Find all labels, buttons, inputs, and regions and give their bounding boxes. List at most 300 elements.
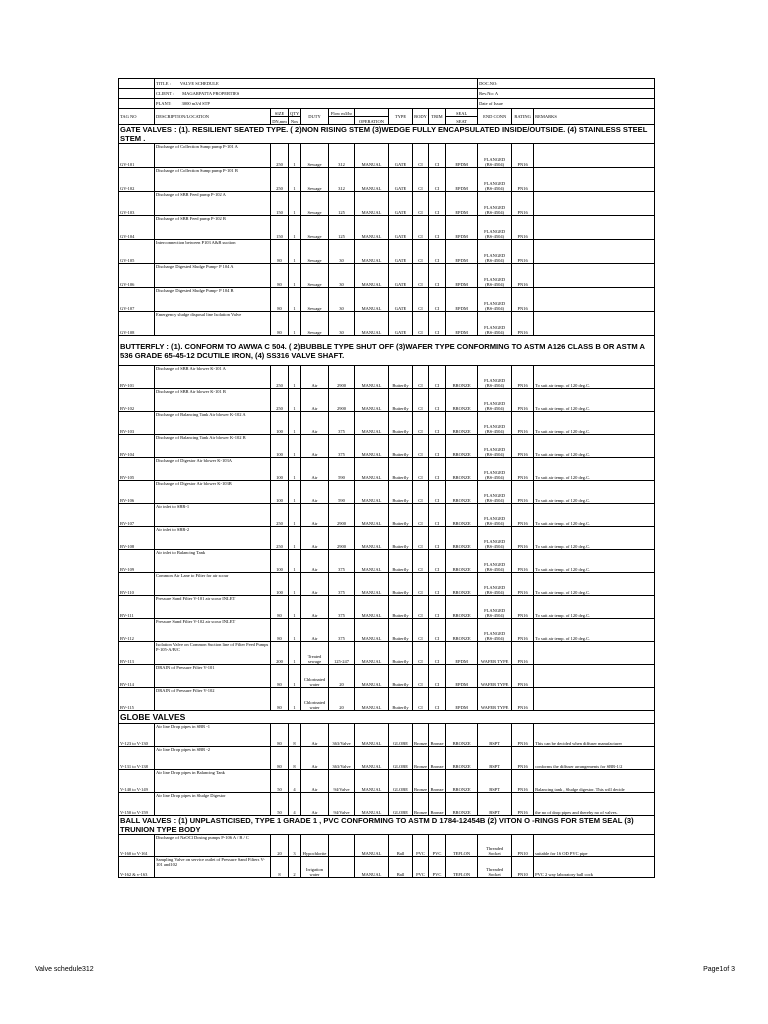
cell-type: Butterfly [389, 435, 413, 458]
cell-desc: Air line Drop pipes in Sludge Digestor [155, 793, 271, 816]
cell-trim: CI [429, 481, 446, 504]
cell-remarks [534, 288, 655, 312]
cell-body: CI [413, 619, 429, 642]
cell-flow: 2900 [329, 527, 355, 550]
cell-end-conn-line1: FLANGED [484, 493, 506, 498]
cell-type: Ball [389, 835, 413, 857]
cell-type: Butterfly [389, 458, 413, 481]
cell-end-conn-line1: FLANGED [484, 562, 506, 567]
cell-end-conn [478, 550, 512, 573]
cell-flow: 94/Valve [329, 793, 355, 816]
cell-flow [329, 835, 355, 857]
cell-seal: BRONZE [446, 747, 478, 770]
cell-op: MANUAL [355, 144, 389, 168]
header-client-row [119, 89, 655, 99]
cell-body: CI [413, 481, 429, 504]
doc-number: DOC.NO: [478, 79, 655, 89]
col-seat-header: SEAT [446, 117, 478, 125]
table-row [119, 192, 655, 216]
cell-desc: Isolation Valve on Common Suction line of Filter Feed Pumps P-105-A/B/C [155, 642, 271, 665]
cell-size: 100 [271, 481, 289, 504]
cell-remarks: To suit air temp. of 120 deg.C. [534, 481, 655, 504]
cell-end-conn [478, 527, 512, 550]
cell-body: CI [413, 412, 429, 435]
cell-end-conn-line2: (BS-4504) [485, 186, 505, 191]
cell-body: CI [413, 366, 429, 389]
cell-body: PVC [413, 857, 429, 878]
cell-op: MANUAL [355, 642, 389, 665]
cell-end-conn-line1: FLANGED [484, 157, 506, 162]
cell-seal: EPDM [446, 240, 478, 264]
cell-body: CI [413, 458, 429, 481]
cell-body: CI [413, 288, 429, 312]
cell-remarks: Balancing tank , Sludge digestor. This will decide [534, 770, 655, 793]
cell-trim: PVC [429, 835, 446, 857]
cell-duty: Air [301, 793, 329, 816]
cell-remarks: suitable for 16 OD PVC pipe [534, 835, 655, 857]
cell-type: GATE [389, 312, 413, 336]
cell-type: GLOBE [389, 793, 413, 816]
cell-seal: EPDM [446, 192, 478, 216]
cell-desc: Discharge of Digestor Air blower K-103A [155, 458, 271, 481]
cell-end-conn [478, 793, 512, 816]
cell-trim: CI [429, 550, 446, 573]
cell-rating: PN10 [512, 857, 534, 878]
cell-trim: CI [429, 312, 446, 336]
cell-rating: PN16 [512, 389, 534, 412]
cell-rating: PN16 [512, 642, 534, 665]
table-row [119, 688, 655, 711]
table-row [119, 412, 655, 435]
cell-desc: Air line Drop pipes in SBR -1 [155, 724, 271, 747]
cell-duty: Air [301, 596, 329, 619]
table-row [119, 312, 655, 336]
table-row [119, 366, 655, 389]
cell-end-conn-line1: FLANGED [484, 539, 506, 544]
cell-tag: BV-106 [119, 481, 155, 504]
cell-rating: PN16 [512, 665, 534, 688]
cell-body: Bronze [413, 724, 429, 747]
cell-seal: TEFLON [446, 857, 478, 878]
cell-rating: PN16 [512, 747, 534, 770]
cell-end-conn-line2: BSPT [489, 764, 501, 769]
cell-remarks: To suit air temp. of 120 deg.C. [534, 458, 655, 481]
cell-rating: PN16 [512, 312, 534, 336]
cell-tag: GV-102 [119, 168, 155, 192]
cell-size: 80 [271, 665, 289, 688]
cell-end-conn [478, 240, 512, 264]
cell-end-conn [478, 573, 512, 596]
table-row [119, 724, 655, 747]
cell-remarks: To suit air temp. of 120 deg.C. [534, 412, 655, 435]
cell-rating: PN16 [512, 481, 534, 504]
cell-seal: BRONZE [446, 435, 478, 458]
section-title: GLOBE VALVES [119, 711, 655, 724]
cell-end-conn-line1: FLANGED [484, 631, 506, 636]
cell-seal: BRONZE [446, 389, 478, 412]
cell-qty: 1 [289, 504, 301, 527]
cell-body: CI [413, 144, 429, 168]
cell-qty: 1 [289, 216, 301, 240]
cell-end-conn [478, 665, 512, 688]
cell-duty: Sewage [301, 192, 329, 216]
cell-trim: CI [429, 596, 446, 619]
cell-desc: Discharge of SBR Feed pump P-102 B [155, 216, 271, 240]
cell-end-conn-line1: FLANGED [484, 447, 506, 452]
cell-remarks: To suit air temp. of 120 deg.C. [534, 527, 655, 550]
cell-qty: 1 [289, 412, 301, 435]
doc-revision: Rev.No: A [478, 89, 655, 99]
cell-op: MANUAL [355, 504, 389, 527]
cell-desc: Discharge of SBR Air blower K-101 A [155, 366, 271, 389]
cell-qty: 8 [289, 747, 301, 770]
cell-desc: Common Air Lane to Filter for air scour [155, 573, 271, 596]
cell-remarks: To suit air temp. of 120 deg.C. [534, 366, 655, 389]
cell-size: 200 [271, 642, 289, 665]
cell-type: Ball [389, 857, 413, 878]
cell-remarks: To suit air temp. of 120 deg.C. [534, 504, 655, 527]
cell-type: Butterfly [389, 619, 413, 642]
cell-desc: Discharge of SBR Feed pump P-102 A [155, 192, 271, 216]
cell-desc: Air inlet to SBR-2 [155, 527, 271, 550]
cell-trim: Bronze [429, 724, 446, 747]
cell-duty: Air [301, 619, 329, 642]
cell-rating: PN16 [512, 366, 534, 389]
cell-op: MANUAL [355, 435, 389, 458]
cell-desc: Emergency sludge disposal line Isolation Valve [155, 312, 271, 336]
cell-remarks: conforms the diffuser arrangements for SBR-1/2 [534, 747, 655, 770]
cell-duty: Air [301, 550, 329, 573]
cell-trim: CI [429, 412, 446, 435]
cell-qty: 1 [289, 458, 301, 481]
cell-seal: BRONZE [446, 366, 478, 389]
cell-end-conn [478, 144, 512, 168]
cell-op: MANUAL [355, 550, 389, 573]
cell-trim: Bronze [429, 770, 446, 793]
cell-qty: 2 [289, 857, 301, 878]
cell-rating: PN16 [512, 573, 534, 596]
cell-op: MANUAL [355, 481, 389, 504]
cell-type: Butterfly [389, 573, 413, 596]
cell-duty: Air [301, 504, 329, 527]
section-header [119, 816, 655, 835]
cell-flow [329, 857, 355, 878]
cell-end-conn-line1: FLANGED [484, 608, 506, 613]
table-row [119, 264, 655, 288]
cell-size: 150 [271, 216, 289, 240]
cell-tag: V-160 to V-161 [119, 835, 155, 857]
cell-remarks [534, 665, 655, 688]
cell-end-conn-line1: FLANGED [484, 205, 506, 210]
cell-remarks [534, 312, 655, 336]
valve-schedule-table [118, 78, 655, 878]
cell-end-conn-line2: Socket [488, 851, 501, 856]
cell-remarks: To suit air temp. of 120 deg.C. [534, 389, 655, 412]
cell-trim: Bronze [429, 747, 446, 770]
cell-flow: 125 [329, 216, 355, 240]
cell-size: 20 [271, 835, 289, 857]
cell-duty: Air [301, 573, 329, 596]
cell-remarks: This can be decided when diffuser manufacturer [534, 724, 655, 747]
col-seal-header: SEAL [446, 109, 478, 117]
cell-qty: 1 [289, 144, 301, 168]
cell-flow: 30 [329, 288, 355, 312]
cell-size: 50 [271, 770, 289, 793]
cell-duty: Sewage [301, 168, 329, 192]
cell-end-conn-line2: (BS-4504) [485, 452, 505, 457]
cell-flow: 375 [329, 550, 355, 573]
cell-body: CI [413, 527, 429, 550]
cell-body: CI [413, 312, 429, 336]
cell-end-conn [478, 458, 512, 481]
cell-flow: 2900 [329, 504, 355, 527]
cell-duty: Irrigation water [301, 857, 329, 878]
cell-end-conn-line1: FLANGED [484, 277, 506, 282]
table-row [119, 435, 655, 458]
cell-flow: 375 [329, 573, 355, 596]
table-row [119, 216, 655, 240]
cell-type: Butterfly [389, 550, 413, 573]
cell-trim: CI [429, 665, 446, 688]
col-remarks-header: REMARKS [534, 109, 655, 125]
cell-end-conn-line2: (BS-4504) [485, 544, 505, 549]
cell-seal: BRONZE [446, 770, 478, 793]
cell-duty: Air [301, 527, 329, 550]
table-row [119, 288, 655, 312]
cell-qty: 3 [289, 835, 301, 857]
cell-tag: GV-106 [119, 264, 155, 288]
header-title-row [119, 79, 655, 89]
cell-op: MANUAL [355, 458, 389, 481]
cell-tag: BV-108 [119, 527, 155, 550]
cell-rating: PN16 [512, 770, 534, 793]
cell-trim: CI [429, 619, 446, 642]
cell-remarks: To suit air temp. of 120 deg.C. [534, 573, 655, 596]
cell-remarks: To suit air temp. of 120 deg.C. [534, 435, 655, 458]
cell-size: 150 [271, 192, 289, 216]
cell-end-conn-line2: (BS-4504) [485, 636, 505, 641]
section-header [119, 711, 655, 724]
table-row [119, 481, 655, 504]
cell-qty: 1 [289, 192, 301, 216]
cell-flow: 125-247 [329, 642, 355, 665]
cell-op: MANUAL [355, 793, 389, 816]
cell-rating: PN16 [512, 192, 534, 216]
cell-qty: 1 [289, 619, 301, 642]
cell-seal: EPDM [446, 288, 478, 312]
cell-op: MANUAL [355, 747, 389, 770]
cell-rating: PN16 [512, 504, 534, 527]
cell-end-conn [478, 747, 512, 770]
cell-seal: EPDM [446, 688, 478, 711]
cell-body: Bronze [413, 770, 429, 793]
cell-seal: EPDM [446, 312, 478, 336]
section-title: GATE VALVES : (1). RESILIENT SEATED TYPE. ( 2)NON RISING STEM (3)WEDGE FULLY ENCAPSULATED INSIDE/OUTSIDE. (4) STAINLESS STEEL STEM . [119, 125, 655, 144]
cell-rating: PN16 [512, 458, 534, 481]
cell-tag: BV-110 [119, 573, 155, 596]
cell-remarks [534, 168, 655, 192]
cell-duty: Treated sewage [301, 642, 329, 665]
cell-seal: BRONZE [446, 596, 478, 619]
table-row [119, 144, 655, 168]
cell-rating: PN16 [512, 240, 534, 264]
cell-end-conn-line1: Threaded [486, 867, 504, 872]
cell-end-conn-line1: FLANGED [484, 424, 506, 429]
cell-type: GLOBE [389, 747, 413, 770]
cell-op: MANUAL [355, 596, 389, 619]
cell-desc: Discharge of Collection Sump pump P-101 B [155, 168, 271, 192]
cell-flow: 375 [329, 596, 355, 619]
cell-op: MANUAL [355, 573, 389, 596]
cell-end-conn [478, 688, 512, 711]
cell-type: GATE [389, 216, 413, 240]
cell-end-conn [478, 366, 512, 389]
cell-seal: BRONZE [446, 527, 478, 550]
cell-seal: BRONZE [446, 412, 478, 435]
cell-tag: GV-105 [119, 240, 155, 264]
cell-duty: Air [301, 770, 329, 793]
cell-end-conn [478, 168, 512, 192]
cell-duty: Sewage [301, 264, 329, 288]
cell-size: 80 [271, 724, 289, 747]
cell-qty: 1 [289, 596, 301, 619]
cell-qty: 1 [289, 288, 301, 312]
cell-duty: Air [301, 412, 329, 435]
cell-trim: CI [429, 144, 446, 168]
cell-qty: 1 [289, 264, 301, 288]
cell-desc: Pressure Sand Filter V-102 air scour INLET [155, 619, 271, 642]
cell-qty: 4 [289, 770, 301, 793]
cell-rating: PN16 [512, 793, 534, 816]
cell-rating: PN16 [512, 144, 534, 168]
cell-remarks: PVC 2 way laboratory ball cock [534, 857, 655, 878]
cell-trim: CI [429, 573, 446, 596]
cell-op: MANUAL [355, 264, 389, 288]
cell-op: MANUAL [355, 412, 389, 435]
table-row [119, 504, 655, 527]
cell-end-conn [478, 312, 512, 336]
cell-tag: BV-111 [119, 596, 155, 619]
doc-title: TITLE : VALVE SCHEDULE [155, 79, 478, 89]
col-qty-header: QTY [289, 109, 301, 117]
cell-remarks [534, 216, 655, 240]
table-row [119, 168, 655, 192]
cell-size: 100 [271, 435, 289, 458]
cell-seal: BRONZE [446, 793, 478, 816]
cell-end-conn-line2: (BS-4504) [485, 521, 505, 526]
cell-body: Bronze [413, 793, 429, 816]
table-row [119, 240, 655, 264]
cell-seal: BRONZE [446, 550, 478, 573]
cell-remarks: To suit air temp. of 120 deg.C. [534, 550, 655, 573]
cell-tag: GV-107 [119, 288, 155, 312]
cell-type: GATE [389, 192, 413, 216]
cell-rating: PN16 [512, 550, 534, 573]
cell-end-conn-line1: FLANGED [484, 229, 506, 234]
cell-size: 250 [271, 144, 289, 168]
cell-seal: EPDM [446, 264, 478, 288]
cell-body: CI [413, 192, 429, 216]
cell-end-conn-line1: FLANGED [484, 301, 506, 306]
cell-tag: BV-114 [119, 665, 155, 688]
cell-end-conn [478, 770, 512, 793]
cell-size: 100 [271, 412, 289, 435]
cell-end-conn-line2: (BS-4504) [485, 567, 505, 572]
cell-seal: BRONZE [446, 481, 478, 504]
cell-op: MANUAL [355, 688, 389, 711]
cell-duty: Air [301, 366, 329, 389]
cell-duty: Air [301, 435, 329, 458]
cell-seal: TEFLON [446, 835, 478, 857]
cell-desc: Air line Drop pipes in SBR -2 [155, 747, 271, 770]
cell-desc: Discharge of Balancing Tank Air blower K-102 B [155, 435, 271, 458]
cell-end-conn-line1: FLANGED [484, 470, 506, 475]
section-header [119, 336, 655, 366]
cell-end-conn-line2: BSPT [489, 787, 501, 792]
col-endconn-header: END CONN [478, 109, 512, 125]
col-type-header: TYPE [389, 109, 413, 125]
cell-size: 250 [271, 504, 289, 527]
cell-size: 250 [271, 389, 289, 412]
table-row [119, 770, 655, 793]
table-row [119, 573, 655, 596]
col-size-header: SIZE [271, 109, 289, 117]
cell-end-conn-line2: (BS-4504) [485, 234, 505, 239]
cell-body: CI [413, 504, 429, 527]
cell-flow: 590 [329, 481, 355, 504]
cell-qty: 1 [289, 435, 301, 458]
cell-end-conn-line2: WAFER TYPE [480, 682, 509, 687]
cell-seal: EPDM [446, 168, 478, 192]
cell-end-conn [478, 412, 512, 435]
cell-end-conn-line2: BSPT [489, 810, 501, 815]
cell-qty: 1 [289, 481, 301, 504]
cell-rating: PN16 [512, 724, 534, 747]
doc-client: CLIENT : MAGARPATTA PROPERTIES [155, 89, 478, 99]
cell-tag: GV-101 [119, 144, 155, 168]
cell-trim: CI [429, 288, 446, 312]
cell-trim: CI [429, 504, 446, 527]
doc-date-of-issue: Date of Issue [478, 99, 655, 109]
cell-desc: Air inlet to Balancing Tank [155, 550, 271, 573]
cell-flow: 363/Valve [329, 747, 355, 770]
cell-trim: CI [429, 192, 446, 216]
cell-qty: 8 [289, 724, 301, 747]
cell-size: 80 [271, 596, 289, 619]
cell-remarks: To suit air temp. of 120 deg.C. [534, 596, 655, 619]
cell-qty: 1 [289, 550, 301, 573]
cell-end-conn-line2: WAFER TYPE [480, 705, 509, 710]
cell-remarks [534, 688, 655, 711]
cell-body: CI [413, 688, 429, 711]
cell-trim: CI [429, 366, 446, 389]
cell-body: CI [413, 596, 429, 619]
cell-end-conn-line1: FLANGED [484, 181, 506, 186]
cell-desc: Sampling Valve on service outlet of Pressure Sand Filters V-101 and102 [155, 857, 271, 878]
col-size-unit: DN,mm [271, 117, 289, 125]
cell-tag: BV-115 [119, 688, 155, 711]
cell-trim: CI [429, 527, 446, 550]
cell-trim: CI [429, 216, 446, 240]
cell-remarks [534, 192, 655, 216]
cell-type: Butterfly [389, 688, 413, 711]
cell-tag: V-131 to V-138 [119, 747, 155, 770]
cell-body: CI [413, 264, 429, 288]
cell-body: CI [413, 642, 429, 665]
cell-qty: 1 [289, 573, 301, 596]
cell-end-conn-line2: (BS-4504) [485, 406, 505, 411]
cell-seal: BRONZE [446, 619, 478, 642]
